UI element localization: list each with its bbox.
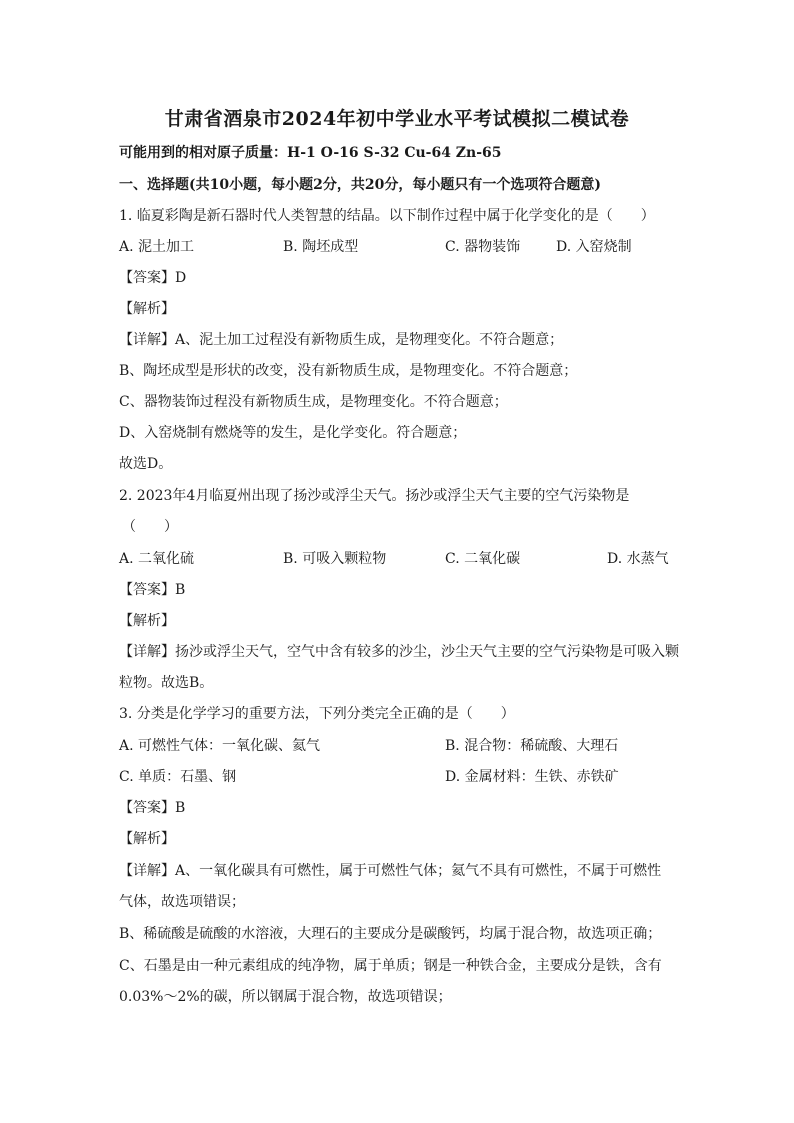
question-1-stem: 1. 临夏彩陶是新石器时代人类智慧的结晶。以下制作过程中属于化学变化的是（ ） [119,208,655,224]
q2-analysis-label: 【解析】 [119,613,175,629]
q3-detail-line: 0.03%～2%的碳，所以钢属于混合物，故选项错误； [119,989,452,1005]
q2-option-a: A. 二氧化硫 [119,551,195,567]
q2-detail-line: 粒物。故选B。 [119,675,214,691]
q1-detail-line: 【详解】A、泥土加工过程没有新物质生成，是物理变化。不符合题意； [119,332,564,348]
atomic-masses-note: 可能用到的相对原子质量：H-1 O-16 S-32 Cu-64 Zn-65 [119,145,502,161]
q3-detail-line: C、石墨是由一种元素组成的纯净物，属于单质；钢是一种铁合金，主要成分是铁，含有 [119,958,662,974]
q3-detail-line: 气体，故选项错误； [119,894,245,910]
q3-option-a: A. 可燃性气体：一氧化碳、氦气 [119,738,321,754]
q1-option-d: D. 入窑烧制 [556,239,632,255]
q1-option-c: C. 器物装饰 [445,239,521,255]
q1-detail-line: C、器物装饰过程没有新物质生成，是物理变化。不符合题意； [119,394,508,410]
q3-analysis-label: 【解析】 [119,831,175,847]
question-3-stem: 3. 分类是化学学习的重要方法，下列分类完全正确的是（ ） [119,706,515,722]
q1-detail-line: 故选D。 [119,456,173,472]
q3-option-c: C. 单质：石墨、钢 [119,769,237,785]
question-2-stem-continued: （ ） [122,519,178,535]
question-2-stem: 2. 2023年4月临夏州出现了扬沙或浮尘天气。扬沙或浮尘天气主要的空气污染物是 [119,488,630,504]
q3-option-b: B. 混合物：稀硫酸、大理石 [445,738,619,754]
q1-analysis-label: 【解析】 [119,301,175,317]
q2-option-b: B. 可吸入颗粒物 [283,551,387,567]
q3-option-d: D. 金属材料：生铁、赤铁矿 [445,769,619,785]
q3-detail-line: 【详解】A、一氧化碳具有可燃性，属于可燃性气体；氦气不具有可燃性，不属于可燃性 [119,863,662,879]
q2-option-d: D. 水蒸气 [607,551,669,567]
q1-detail-line: B、陶坯成型是形状的改变，没有新物质生成，是物理变化。不符合题意； [119,363,578,379]
q3-answer: 【答案】B [119,800,186,816]
q1-option-b: B. 陶坯成型 [283,239,359,255]
page-title: 甘肃省酒泉市2024年初中学业水平考试模拟二模试卷 [164,108,630,130]
q2-detail-line: 【详解】扬沙或浮尘天气，空气中含有较多的沙尘，沙尘天气主要的空气污染物是可吸入颗 [119,644,679,660]
q1-option-a: A. 泥土加工 [119,239,195,255]
q2-option-c: C. 二氧化碳 [445,551,521,567]
q1-detail-line: D、入窑烧制有燃烧等的发生，是化学变化。符合题意； [119,425,467,441]
section-heading: 一、选择题(共10小题，每小题2分，共20分，每小题只有一个选项符合题意) [119,177,601,193]
q1-answer: 【答案】D [119,270,187,286]
q3-detail-line: B、稀硫酸是硫酸的水溶液，大理石的主要成分是碳酸钙，均属于混合物，故选项正确； [119,926,662,942]
q2-answer: 【答案】B [119,582,186,598]
